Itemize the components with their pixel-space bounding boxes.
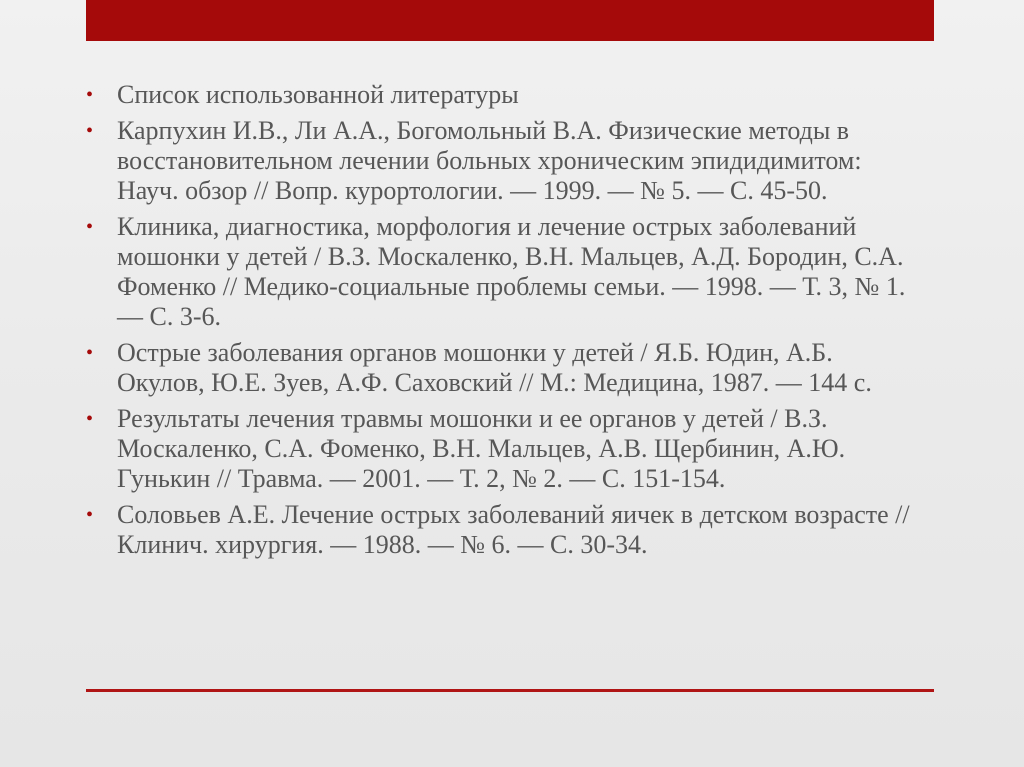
slide-content	[86, 80, 916, 566]
bullet-icon: •	[86, 216, 94, 238]
list-item-reference	[86, 116, 916, 206]
list-item-text: Клиника, диагностика, морфология и лечение острых заболеваний мошонки у детей / В.З. Москаленко, В.Н. Мальцев, А.Д. Бородин, С.А. Фоменко // Медико-социальные проблемы семьи. — 1998. — Т. 3, № 1. — С. 3-6.	[117, 212, 906, 331]
bottom-accent-rule	[86, 689, 934, 692]
list-item-reference	[86, 500, 916, 560]
list-item-text: Список использованной литературы	[117, 80, 519, 109]
list-item-reference	[86, 212, 916, 332]
list-item-heading	[86, 80, 916, 110]
list-item-reference	[86, 338, 916, 398]
list-item-reference	[86, 404, 916, 494]
bullet-icon: •	[86, 408, 94, 430]
bullet-icon: •	[86, 120, 94, 142]
list-item-text: Карпухин И.В., Ли А.А., Богомольный В.А. Физические методы в восстановительном лечении больных хроническим эпидидимитом: Науч. обзор // Вопр. курортологии. — 1999. — № 5. — С. 45-50.	[117, 116, 862, 205]
bibliography-list	[86, 80, 916, 560]
list-item-text: Острые заболевания органов мошонки у детей / Я.Б. Юдин, А.Б. Окулов, Ю.Е. Зуев, А.Ф. Саховский // М.: Медицина, 1987. — 144 с.	[117, 338, 872, 397]
list-item-text: Результаты лечения травмы мошонки и ее органов у детей / В.З. Москаленко, С.А. Фоменко, В.Н. Мальцев, А.В. Щербинин, А.Ю. Гунькин // Травма. — 2001. — Т. 2, № 2. — С. 151-154.	[117, 404, 846, 493]
bullet-icon: •	[86, 504, 94, 526]
list-item-text: Соловьев А.Е. Лечение острых заболеваний яичек в детском возрасте // Клинич. хирургия. — 1988. — № 6. — С. 30-34.	[117, 500, 910, 559]
bullet-icon: •	[86, 84, 94, 106]
bullet-icon: •	[86, 342, 94, 364]
top-accent-bar	[86, 0, 934, 41]
